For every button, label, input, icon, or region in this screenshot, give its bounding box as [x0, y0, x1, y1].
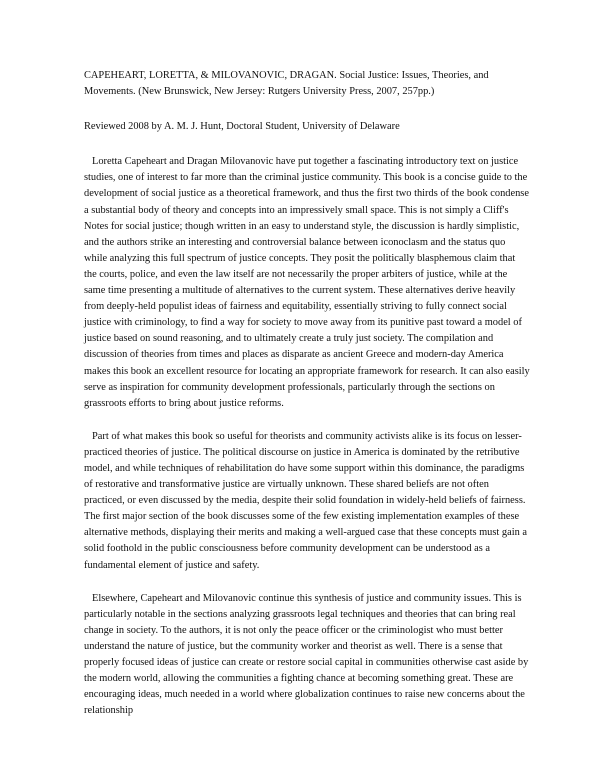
- paragraph-2: Part of what makes this book so useful for theorists and community activists alike is its focus on lesser-practiced theories of justice. The political discourse on justice in America is dominated by the retributive model, and while techniques of rehabilitation do have some support within this dominance, the paradigms of restorative and transformative justice are virtually unknown. These shared beliefs are not often practiced, or even discussed by the media, despite their solid foundation in widely-held beliefs of fairness. The first major section of the book discusses some of the few existing implementation examples of these alternative methods, displaying their merits and making a well-argued case that these concepts must gain a solid foothold in the public consciousness before community development can be understood as a fundamental element of justice and safety.: [84, 430, 528, 571]
- reviewer-line: Reviewed 2008 by A. M. J. Hunt, Doctoral Student, University of Delaware: [84, 121, 400, 133]
- book-citation: CAPEHEART, LORETTA, & MILOVANOVIC, DRAGAN. Social Justice: Issues, Theories, and Movements. (New Brunswick, New Jersey: Rutgers University Press, 2007, 257pp.): [84, 70, 489, 98]
- review-body: [84, 68, 530, 719]
- paragraph-1: Loretta Capeheart and Dragan Milovanovic have put together a fascinating introductory text on justice studies, one of interest to far more than the criminal justice community. This book is a concise guide to the development of social justice as a theoretical framework, and thus the first two thirds of the book condense a substantial body of theory and concepts into an impressively small space. This is not simply a Cliff's Notes for social justice; though written in an easy to understand style, the discussion is hardly simplistic, and the authors strike an interesting and controversial balance between iconoclasm and the status quo while analyzing this full spectrum of justice concepts. They posit the politically blasphemous claim that the courts, police, and even the law itself are not necessarily the proper arbiters of justice, while at the same time presenting a multitude of alternatives to the current system. These alternatives derive heavily from deeply-held populist ideas of fairness and equitability, essentially striving to fully connect social justice with criminology, to find a way for society to move away from its punitive past toward a model of justice based on sound reasoning, and to ultimately create a truly just society. The compilation and discussion of theories from times and places as disparate as ancient Greece and modern-day America makes this book an excellent resource for locating an appropriate framework for research. It can also easily serve as inspiration for community development professionals, particularly through the sections on grassroots efforts to bring about justice reforms.: [84, 156, 530, 409]
- paragraph-3: Elsewhere, Capeheart and Milovanovic continue this synthesis of justice and community issues. This is particularly notable in the sections analyzing grassroots legal techniques and theories that can bring real change in society. To the authors, it is not only the peace officer or the criminologist who must better understand the nature of justice, but the community worker and theorist as well. There is a sense that properly focused ideas of justice can create or restore social capital in communities otherwise cast aside by the modern world, allowing the communities a fighting chance at becoming something great. These are encouraging ideas, much needed in a world where globalization continues to raise new concerns about the relationship: [84, 592, 529, 717]
